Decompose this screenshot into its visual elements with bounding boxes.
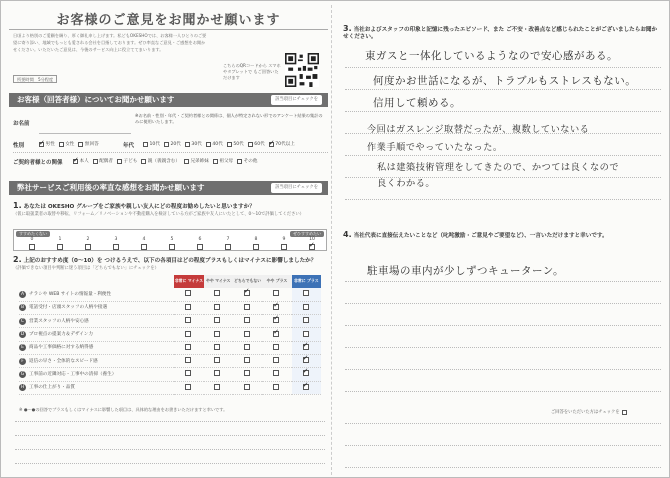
checkbox[interactable] xyxy=(59,142,64,147)
impact-table-header xyxy=(19,275,321,288)
impact-row xyxy=(19,354,321,367)
option-label: 40代 xyxy=(212,142,223,147)
gender-options xyxy=(39,141,103,147)
column-somewhat-positive: やや プラス xyxy=(262,275,291,288)
handwritten-answer: 駐車場の車内が少しずつキューターン。 xyxy=(367,265,564,277)
question-subtext: （評価できない項目や判断に迷う項目は「どちらでもない」にチェックを） xyxy=(13,266,159,271)
left-page xyxy=(5,5,332,475)
checkbox[interactable] xyxy=(269,142,274,147)
impact-cell[interactable] xyxy=(204,288,233,301)
impact-checkbox[interactable] xyxy=(185,304,191,310)
impact-checkbox[interactable] xyxy=(303,304,309,310)
impact-checkbox[interactable] xyxy=(273,331,279,337)
scale-number: 10 xyxy=(309,237,315,242)
impact-checkbox[interactable] xyxy=(185,384,191,390)
impact-checkbox[interactable] xyxy=(273,384,279,390)
handwritten-answer: 作業手順でやっていたなった。 xyxy=(367,142,503,153)
checkbox[interactable] xyxy=(206,142,211,147)
checkbox[interactable] xyxy=(73,159,78,164)
scale-checkbox[interactable] xyxy=(113,244,119,250)
impact-item xyxy=(19,341,174,354)
answer-line[interactable] xyxy=(345,467,661,468)
impact-item xyxy=(19,354,174,367)
age-option[interactable] xyxy=(206,141,223,147)
item-letter-badge: C xyxy=(20,318,25,324)
question-text: 当社代表に直接伝えたいことなど（叱咤激励・ご意見やご要望など）、一言いただけますと幸いです。 xyxy=(353,233,608,239)
checkbox[interactable] xyxy=(117,159,122,164)
scale-option[interactable] xyxy=(18,237,46,250)
impact-checkbox[interactable] xyxy=(214,370,220,376)
age-options xyxy=(143,141,299,147)
impact-cell[interactable] xyxy=(262,288,291,301)
impact-checkbox[interactable] xyxy=(273,370,279,376)
impact-cell[interactable] xyxy=(262,315,291,328)
question-number: 4. xyxy=(343,230,352,239)
recommendation-scale xyxy=(13,229,327,251)
relation-option[interactable] xyxy=(93,158,113,164)
column-neutral: どちらでもない xyxy=(233,275,262,288)
impact-checkbox[interactable] xyxy=(303,384,309,390)
option-label: 50代 xyxy=(233,142,244,147)
item-label: 返信の早さ・全体的なスピード感 xyxy=(29,358,98,364)
option-label: 親（義親含む） xyxy=(147,159,180,164)
impact-cell[interactable] xyxy=(292,381,321,394)
checkbox[interactable] xyxy=(39,142,44,147)
scale-option[interactable] xyxy=(102,237,130,250)
handwritten-answer: 信用して頼める。 xyxy=(373,97,461,109)
impact-cell[interactable] xyxy=(204,368,233,381)
checkbox[interactable] xyxy=(93,159,98,164)
impact-checkbox[interactable] xyxy=(273,344,279,350)
impact-checkbox[interactable] xyxy=(185,370,191,376)
name-field[interactable] xyxy=(39,133,131,134)
impact-cell[interactable] xyxy=(204,341,233,354)
item-letter-badge: E xyxy=(19,344,26,351)
item-letter-badge: D xyxy=(20,332,25,338)
impact-checkbox[interactable] xyxy=(244,357,250,363)
column-somewhat-negative: やや マイナス xyxy=(204,275,233,288)
scale-option[interactable] xyxy=(158,237,186,250)
relation-option[interactable] xyxy=(141,158,180,164)
age-option[interactable] xyxy=(227,141,244,147)
impact-checkbox[interactable] xyxy=(273,357,279,363)
option-label: 子ども xyxy=(123,159,138,164)
question-3 xyxy=(343,25,661,41)
name-label: お名前 xyxy=(13,121,30,127)
impact-row xyxy=(19,328,321,341)
impact-cell[interactable] xyxy=(292,301,321,314)
checkbox[interactable] xyxy=(184,159,189,164)
impact-cell[interactable] xyxy=(233,328,262,341)
impact-checkbox[interactable] xyxy=(244,344,250,350)
impact-checkbox[interactable] xyxy=(214,357,220,363)
scale-checkbox[interactable] xyxy=(85,244,91,250)
checkbox[interactable] xyxy=(185,142,190,147)
impact-cell[interactable] xyxy=(233,354,262,367)
question-number: 2. xyxy=(13,255,22,264)
column-very-positive: 非常に プラス xyxy=(292,275,321,288)
right-page xyxy=(337,5,667,475)
scale-checkbox[interactable] xyxy=(169,244,175,250)
impact-checkbox[interactable] xyxy=(303,344,309,350)
scale-checkbox[interactable] xyxy=(253,244,259,250)
option-label: 本人 xyxy=(79,159,89,164)
survey-intro: 日頃より格別のご愛顧を賜り、厚く御礼申し上げます。私どもOKESHOでは、お客様一人ひとりのご要望に寄り添い、地域でもっとも愛される会社を目指しております。ぜひ率直なご意見・ご感想をお聞かせください。いただいたご意見は、今後のサービス向上に役立ててまいります。 xyxy=(13,33,207,52)
scale-option[interactable] xyxy=(242,237,270,250)
impact-row xyxy=(19,301,321,314)
age-option[interactable] xyxy=(185,141,202,147)
answer-line[interactable] xyxy=(345,89,661,90)
answer-line[interactable] xyxy=(345,369,661,370)
impact-cell[interactable] xyxy=(233,288,262,301)
impact-item xyxy=(19,381,174,394)
impact-cell[interactable] xyxy=(233,368,262,381)
impact-checkbox[interactable] xyxy=(303,331,309,337)
customer-section-title: お客様（回答者様）についてお聞かせ願います xyxy=(17,95,175,104)
option-label: 兄弟姉妹 xyxy=(190,159,209,164)
handwritten-answer: 私は建築技術管理をしてきたので、かつては良くなので xyxy=(377,162,620,173)
option-label: 70代以上 xyxy=(275,142,295,147)
scale-number: 6 xyxy=(198,237,202,242)
impact-cell[interactable] xyxy=(174,354,203,367)
item-letter-badge: G xyxy=(20,371,25,377)
impact-cell[interactable] xyxy=(174,341,203,354)
impact-item xyxy=(19,368,174,381)
impact-item xyxy=(19,301,174,314)
service-section-header xyxy=(9,181,328,195)
question-4 xyxy=(343,231,661,240)
impact-cell[interactable] xyxy=(292,341,321,354)
checkbox[interactable] xyxy=(213,159,218,164)
answer-line[interactable] xyxy=(345,423,661,424)
relation-options xyxy=(73,158,261,164)
scale-number: 3 xyxy=(114,237,118,242)
scale-checkbox[interactable] xyxy=(309,244,315,250)
answer-line[interactable] xyxy=(15,421,325,422)
option-label: 60代 xyxy=(254,142,265,147)
item-letter-badge: A xyxy=(20,291,25,297)
question-number: 3. xyxy=(343,24,352,33)
scale-number: 8 xyxy=(254,237,258,242)
impact-cell[interactable] xyxy=(262,381,291,394)
option-label: 女性 xyxy=(65,142,75,147)
checkbox[interactable] xyxy=(78,142,83,147)
age-note: ※お名前・性別・年代・ご契約者様との関係は、個人が特定されない形でのアンケート結果の集計のみに使用いたします。 xyxy=(135,113,323,124)
question-text: 当社およびスタッフの印象と記憶に残ったエピソード、また ご不安・改善点など感じられたことがございましたらお聞かせください。 xyxy=(343,27,658,40)
age-option[interactable] xyxy=(248,141,265,147)
item-label: 電話受付・店頭スタッフの人柄や接遇 xyxy=(29,305,108,311)
title-divider xyxy=(9,29,328,30)
impact-checkbox[interactable] xyxy=(185,344,191,350)
scale-option[interactable] xyxy=(298,237,326,250)
answer-line[interactable] xyxy=(345,199,661,200)
checkbox[interactable] xyxy=(164,142,169,147)
item-letter-badge: B xyxy=(20,305,25,311)
scale-number: 0 xyxy=(30,237,34,242)
option-label: その他 xyxy=(243,159,258,164)
scale-number: 7 xyxy=(226,237,230,242)
question-1 xyxy=(13,201,325,217)
answer-line[interactable] xyxy=(345,281,661,282)
impact-checkbox[interactable] xyxy=(244,370,250,376)
scale-option[interactable] xyxy=(46,237,74,250)
scale-option[interactable] xyxy=(186,237,214,250)
scale-option[interactable] xyxy=(74,237,102,250)
answer-line[interactable] xyxy=(345,347,661,348)
consent-checkbox[interactable] xyxy=(622,410,627,415)
impact-cell[interactable] xyxy=(204,354,233,367)
impact-cell[interactable] xyxy=(204,315,233,328)
question-subtext: （仮に取扱業者の取替や移転、リフォーム／リノベーションや不動産購入を検討している方がご家族や友人にいたとして、0〜10で評価してください） xyxy=(13,212,304,217)
impact-row xyxy=(19,381,321,394)
age-option[interactable] xyxy=(164,141,181,147)
impact-cell[interactable] xyxy=(292,354,321,367)
impact-cell[interactable] xyxy=(262,328,291,341)
impact-item xyxy=(19,288,174,301)
impact-checkbox[interactable] xyxy=(303,317,309,323)
survey-title: お客様のご意見をお聞かせ願います xyxy=(56,13,281,28)
consent-checkbox-row[interactable] xyxy=(551,409,628,415)
item-label: 工事の仕上がり・品質 xyxy=(29,385,75,391)
relation-option[interactable] xyxy=(184,158,209,164)
service-section-note: 該当項目にチェックを xyxy=(271,183,322,193)
answer-line[interactable] xyxy=(345,303,661,304)
answer-line[interactable] xyxy=(345,445,661,446)
answer-line[interactable] xyxy=(15,449,325,450)
scale-number: 2 xyxy=(86,237,90,242)
impact-checkbox[interactable] xyxy=(214,331,220,337)
impact-cell[interactable] xyxy=(174,288,203,301)
question-text: 上記のおすすめ度（0〜10）を つけるうえで、以下の各項目はどの程度プラスもしくはマイナスに影響しましたか？ xyxy=(23,258,317,264)
impact-checkbox[interactable] xyxy=(244,384,250,390)
handwritten-answer: 今回はガスレンジ取替だったが、複数していないる xyxy=(367,124,590,135)
impact-cell[interactable] xyxy=(233,301,262,314)
impact-checkbox[interactable] xyxy=(244,331,250,337)
scale-option[interactable] xyxy=(270,237,298,250)
impact-table-body xyxy=(19,288,321,394)
answer-line[interactable] xyxy=(345,325,661,326)
impact-cell[interactable] xyxy=(262,341,291,354)
scale-number: 9 xyxy=(282,237,286,242)
impact-checkbox[interactable] xyxy=(303,370,309,376)
impact-row xyxy=(19,288,321,301)
relation-label: ご契約者様との関係 xyxy=(13,160,63,166)
handwritten-answer: 東ガスと一体化しているようなので安心感がある。 xyxy=(365,50,618,62)
relation-option[interactable] xyxy=(73,158,89,164)
impact-row xyxy=(19,368,321,381)
option-label: 30代 xyxy=(191,142,202,147)
impact-checkbox[interactable] xyxy=(303,357,309,363)
item-letter-badge: F xyxy=(19,358,26,365)
customer-section-header xyxy=(9,93,328,107)
impact-checkbox[interactable] xyxy=(244,290,250,296)
scale-option[interactable] xyxy=(130,237,158,250)
impact-checkbox[interactable] xyxy=(303,290,309,296)
age-option[interactable] xyxy=(269,141,295,147)
age-option[interactable] xyxy=(143,141,160,147)
scale-number: 1 xyxy=(58,237,62,242)
impact-checkbox[interactable] xyxy=(185,317,191,323)
impact-footnote: ※ ●〜●の回答でプラスもしくはマイナスに影響した項目は、具体的な理由をお書きいただけますと幸いです。 xyxy=(19,407,228,412)
consent-label: ご回答をいただいた方はチェックを xyxy=(551,410,620,415)
impact-cell[interactable] xyxy=(204,381,233,394)
scale-checkbox[interactable] xyxy=(225,244,231,250)
question-number: 1. xyxy=(13,201,22,210)
question-text: あなたは OKESHO グループをご家族や親しい友人にどの程度お勧めしたいと思いますか？ xyxy=(23,204,255,210)
impact-checkbox[interactable] xyxy=(214,304,220,310)
impact-cell[interactable] xyxy=(204,301,233,314)
impact-cell[interactable] xyxy=(204,328,233,341)
item-label: 営業スタッフの人柄や安心感 xyxy=(29,318,89,324)
answer-line[interactable] xyxy=(345,391,661,392)
impact-cell[interactable] xyxy=(233,381,262,394)
scale-low-label: すすめたくない xyxy=(16,231,50,237)
checkbox[interactable] xyxy=(227,142,232,147)
time-required-label: 所要時間 5分程度 xyxy=(13,75,57,83)
relation-option[interactable] xyxy=(237,158,257,164)
checkbox[interactable] xyxy=(143,142,148,147)
impact-cell[interactable] xyxy=(233,341,262,354)
impact-cell[interactable] xyxy=(174,368,203,381)
impact-row xyxy=(19,341,321,354)
relation-option[interactable] xyxy=(213,158,233,164)
impact-item xyxy=(19,315,174,328)
item-label: チラシや WEB サイトの情報量・利便性 xyxy=(29,291,112,297)
impact-checkbox[interactable] xyxy=(273,317,279,323)
impact-cell[interactable] xyxy=(292,315,321,328)
scale-checkbox[interactable] xyxy=(141,244,147,250)
qr-caption: こちらのQRコードから スマホやタブレットで もご回答いただけます xyxy=(223,63,281,80)
impact-cell[interactable] xyxy=(292,288,321,301)
scale-checkbox[interactable] xyxy=(29,244,35,250)
gender-option[interactable] xyxy=(78,141,98,147)
gender-label: 性別 xyxy=(13,143,25,149)
impact-cell[interactable] xyxy=(174,315,203,328)
checkbox[interactable] xyxy=(237,159,242,164)
impact-checkbox[interactable] xyxy=(244,304,250,310)
impact-row xyxy=(19,315,321,328)
qr-code-icon[interactable] xyxy=(285,53,319,87)
age-label: 年代 xyxy=(123,143,135,149)
item-letter-badge: H xyxy=(20,385,25,391)
impact-checkbox[interactable] xyxy=(214,344,220,350)
impact-checkbox[interactable] xyxy=(185,357,191,363)
option-label: 配偶者 xyxy=(99,159,113,164)
impact-cell[interactable] xyxy=(262,368,291,381)
handwritten-answer: 何度かお世話になるが、トラブルもストレスもない。 xyxy=(373,75,637,87)
impact-cell[interactable] xyxy=(292,368,321,381)
impact-cell[interactable] xyxy=(262,354,291,367)
option-label: 祖父母 xyxy=(219,159,234,164)
divider xyxy=(13,152,328,153)
scale-high-label: ぜひすすめたい xyxy=(290,231,324,237)
column-very-negative: 非常に マイナス xyxy=(174,275,203,288)
option-label: 無回答 xyxy=(84,142,99,147)
item-label: 工事前の近隣対応・工事中の清掃（養生） xyxy=(29,371,117,377)
impact-checkbox[interactable] xyxy=(244,317,250,323)
impact-cell[interactable] xyxy=(174,381,203,394)
scale-checkbox[interactable] xyxy=(281,244,287,250)
answer-line[interactable] xyxy=(345,111,661,112)
impact-checkbox[interactable] xyxy=(214,317,220,323)
item-label: プロ視点の提案力＆デザイン力 xyxy=(29,332,93,338)
scale-checkbox[interactable] xyxy=(197,244,203,250)
answer-line[interactable] xyxy=(15,435,325,436)
impact-cell[interactable] xyxy=(174,301,203,314)
impact-cell[interactable] xyxy=(262,301,291,314)
scale-number: 4 xyxy=(142,237,146,242)
checkbox[interactable] xyxy=(248,142,253,147)
answer-line[interactable] xyxy=(15,463,325,464)
scale-checkbox[interactable] xyxy=(57,244,63,250)
scale-option[interactable] xyxy=(214,237,242,250)
impact-cell[interactable] xyxy=(233,315,262,328)
gender-option[interactable] xyxy=(59,141,75,147)
impact-checkbox[interactable] xyxy=(273,304,279,310)
impact-checkbox[interactable] xyxy=(214,290,220,296)
option-label: 男性 xyxy=(45,142,55,147)
header-spacer xyxy=(19,275,174,288)
impact-checkbox[interactable] xyxy=(214,384,220,390)
option-label: 20代 xyxy=(170,142,181,147)
handwritten-answer: 良くわかる。 xyxy=(377,178,436,189)
impact-checkbox[interactable] xyxy=(185,290,191,296)
option-label: 10代 xyxy=(149,142,160,147)
impact-checkbox[interactable] xyxy=(273,290,279,296)
customer-section-note: 該当項目にチェックを xyxy=(271,95,322,105)
answer-line[interactable] xyxy=(345,67,661,68)
answer-line[interactable] xyxy=(345,155,661,156)
scale-number: 5 xyxy=(170,237,174,242)
impact-item xyxy=(19,328,174,341)
impact-table xyxy=(19,275,321,395)
service-section-title: 弊社サービスご利用後の率直な感想をお聞かせ願います xyxy=(17,183,205,192)
question-2 xyxy=(13,255,325,271)
checkbox[interactable] xyxy=(141,159,146,164)
impact-cell[interactable] xyxy=(292,328,321,341)
impact-checkbox[interactable] xyxy=(185,331,191,337)
relation-option[interactable] xyxy=(117,158,137,164)
gender-option[interactable] xyxy=(39,141,55,147)
impact-cell[interactable] xyxy=(174,328,203,341)
item-label: 商品や工事価格に対する納得感 xyxy=(29,345,94,351)
